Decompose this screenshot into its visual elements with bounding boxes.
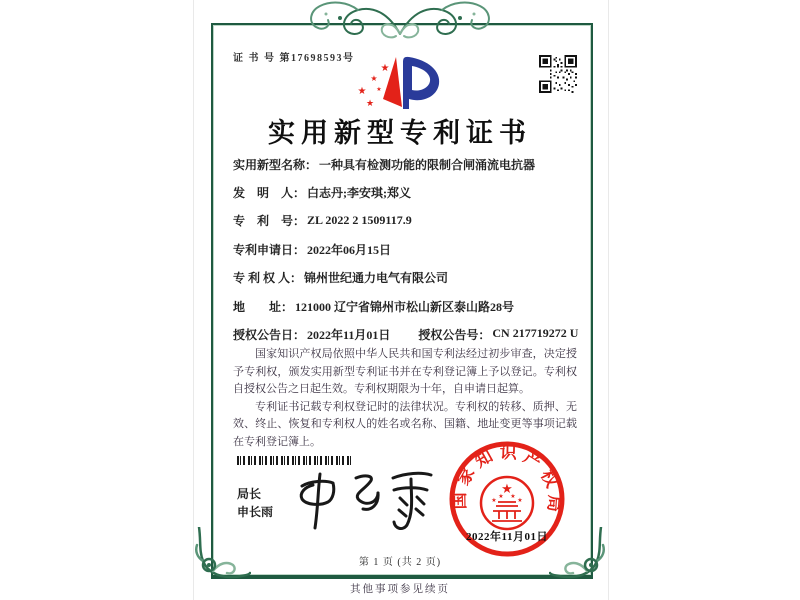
grant-date-value: 2022年11月01日 [307, 328, 391, 343]
certificate-fields [233, 150, 579, 349]
field-label: 专 利 号： [233, 214, 306, 229]
field-label: 实用新型名称： [233, 157, 318, 172]
field-value: 锦州世纪通力电气有限公司 [304, 271, 449, 286]
svg-text:★: ★ [365, 99, 375, 109]
field-label: 专 利 权 人： [233, 271, 303, 286]
director-signature-icon [290, 466, 440, 534]
field-label: 地 址： [233, 299, 294, 314]
legal-paragraph-1: 国家知识产权局依照中华人民共和国专利法经过初步审查，决定授予专利权，颁发实用新型专利证书并在专利登记簿上予以登记。专利权自授权公告之日起生效。专利权期限为十年，自申请日起算。 [233, 348, 577, 396]
svg-text:★: ★ [498, 493, 504, 500]
field-filing-date [233, 235, 579, 263]
grant-date-label: 授权公告日： [233, 328, 306, 343]
patent-office-logo-icon [352, 55, 448, 115]
legal-paragraph-2: 专利证书记载专利权登记时的法律状况。专利权的转移、质押、无效、终止、恢复和专利权人的姓名或名称、国籍、地址变更等事项记载在专利登记簿上。 [233, 400, 577, 448]
field-patentee [233, 264, 579, 292]
field-grant-row [233, 320, 579, 348]
continuation-note: 其他事项参见续页 [350, 584, 450, 595]
field-value: ZL 2022 2 1509117.9 [307, 213, 412, 228]
field-label: 发 明 人： [233, 186, 306, 201]
certificate-number: 证 书 号 第17698593号 [233, 53, 355, 64]
field-value: 一种具有检测功能的限制合闸涌流电抗器 [319, 157, 536, 172]
field-utility-model-name [233, 150, 579, 178]
legal-text [233, 346, 577, 452]
page-indicator: 第 1 页 (共 2 页) [358, 557, 442, 568]
svg-text:★: ★ [510, 493, 516, 500]
director-name: 申长雨 [237, 505, 274, 519]
seal-date: 2022年11月01日 [466, 531, 548, 543]
svg-text:★: ★ [491, 497, 497, 504]
ornament-bottom-left-icon [193, 527, 251, 585]
barcode [237, 456, 353, 465]
svg-text:★: ★ [370, 74, 378, 83]
grant-no-label: 授权公告号： [418, 328, 491, 343]
seal-org-text: 国家知识产权局 [449, 442, 565, 513]
qr-code [539, 55, 577, 93]
field-value: 2022年06月15日 [307, 242, 392, 257]
grant-no-value: CN 217719272 U [492, 326, 579, 341]
svg-text:★: ★ [376, 86, 382, 93]
field-label: 专利申请日： [233, 242, 306, 257]
field-inventors [233, 178, 579, 206]
certificate-title: 实用新型专利证书 [268, 118, 532, 148]
ornament-top-icon [300, 0, 500, 46]
svg-text:★: ★ [517, 497, 523, 504]
paper-edge-left [193, 0, 194, 600]
field-value: 121000 辽宁省锦州市松山新区泰山路28号 [295, 299, 515, 314]
field-patent-number [233, 207, 579, 235]
director-title: 局长 [237, 487, 262, 501]
field-value: 白志丹;李安琪;郑义 [307, 186, 412, 201]
svg-text:★: ★ [501, 482, 513, 497]
svg-text:★: ★ [380, 63, 390, 74]
paper-edge-right [608, 0, 609, 600]
svg-text:★: ★ [357, 86, 367, 97]
field-address [233, 292, 579, 320]
signer-block [237, 485, 273, 521]
